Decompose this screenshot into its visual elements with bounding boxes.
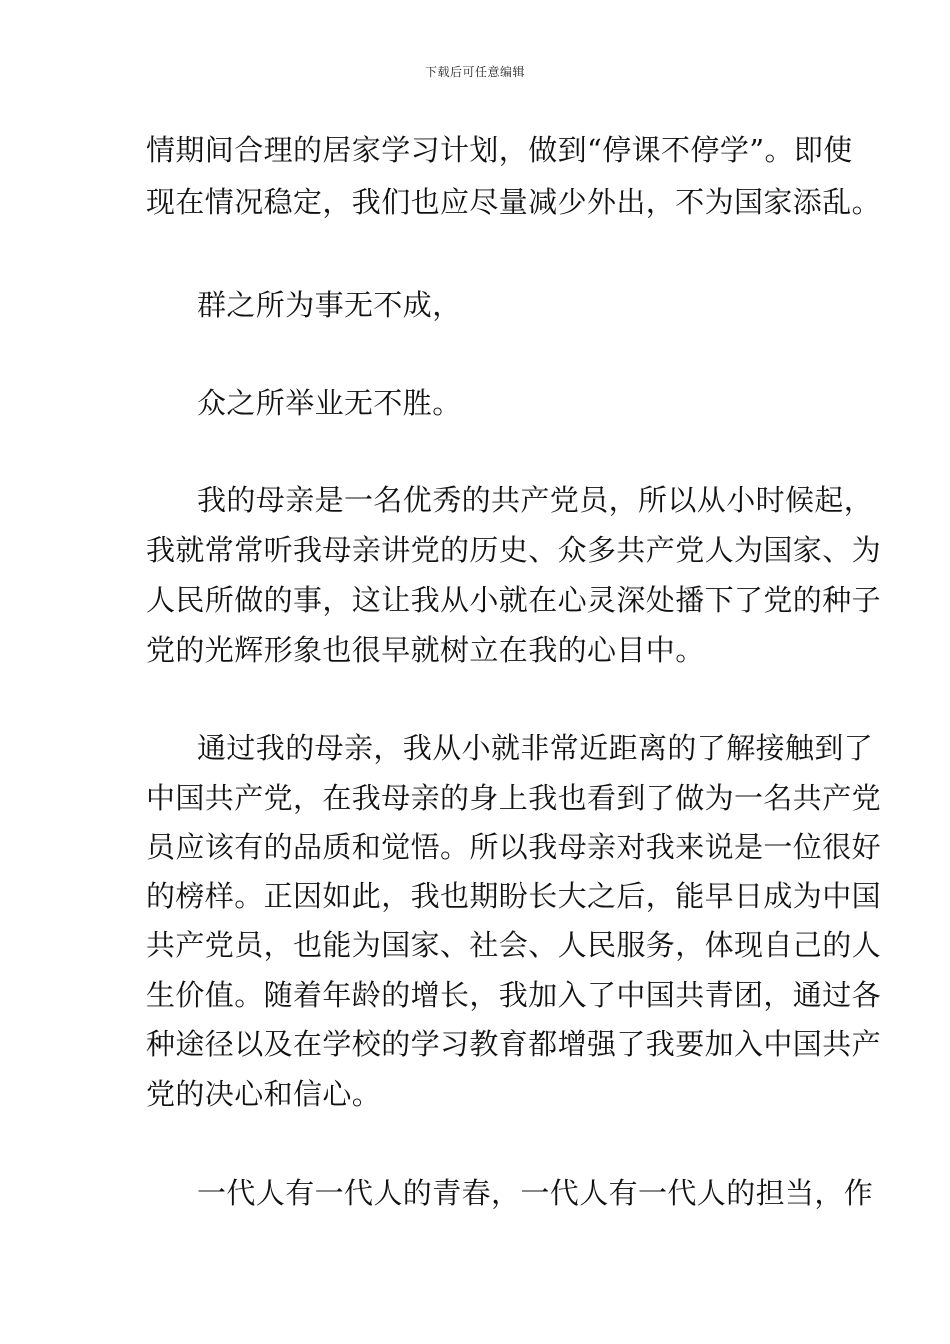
text-line: 员应该有的品质和觉悟。所以我母亲对我来说是一位很好 — [146, 830, 882, 864]
text-line: 通过我的母亲，我从小就非常近距离的了解接触到了 — [197, 731, 874, 765]
text-line: 党的光辉形象也很早就树立在我的心目中。 — [146, 633, 705, 667]
text-line: 生价值。随着年龄的增长，我加入了中国共青团，通过各 — [146, 978, 882, 1012]
text-line: 一代人有一代人的青春，一代人有一代人的担当，作 — [197, 1176, 874, 1210]
text-line: 情期间合理的居家学习计划，做到“停课不停学”。即使 — [146, 133, 853, 167]
text-line: 种途径以及在学校的学习教育都增强了我要加入中国共产 — [146, 1027, 882, 1061]
text-line: 我的母亲是一名优秀的共产党员，所以从小时候起， — [197, 483, 874, 517]
text-line: 的榜样。正因如此，我也期盼长大之后，能早日成为中国 — [146, 879, 882, 913]
page-header: 下载后可任意编辑 — [424, 65, 525, 79]
text-line: 共产党员，也能为国家、社会、人民服务，体现自己的人 — [146, 928, 882, 962]
text-line: 众之所举业无不胜。 — [197, 386, 462, 420]
text-line: 我就常常听我母亲讲党的历史、众多共产党人为国家、为 — [146, 533, 882, 567]
text-line: 人民所做的事，这让我从小就在心灵深处播下了党的种子 — [146, 583, 882, 617]
text-line: 现在情况稳定，我们也应尽量减少外出，不为国家添乱。 — [146, 185, 882, 219]
text-line: 党的决心和信心。 — [146, 1077, 382, 1111]
text-line: 群之所为事无不成， — [197, 288, 462, 322]
text-line: 中国共产党，在我母亲的身上我也看到了做为一名共产党 — [146, 781, 882, 815]
